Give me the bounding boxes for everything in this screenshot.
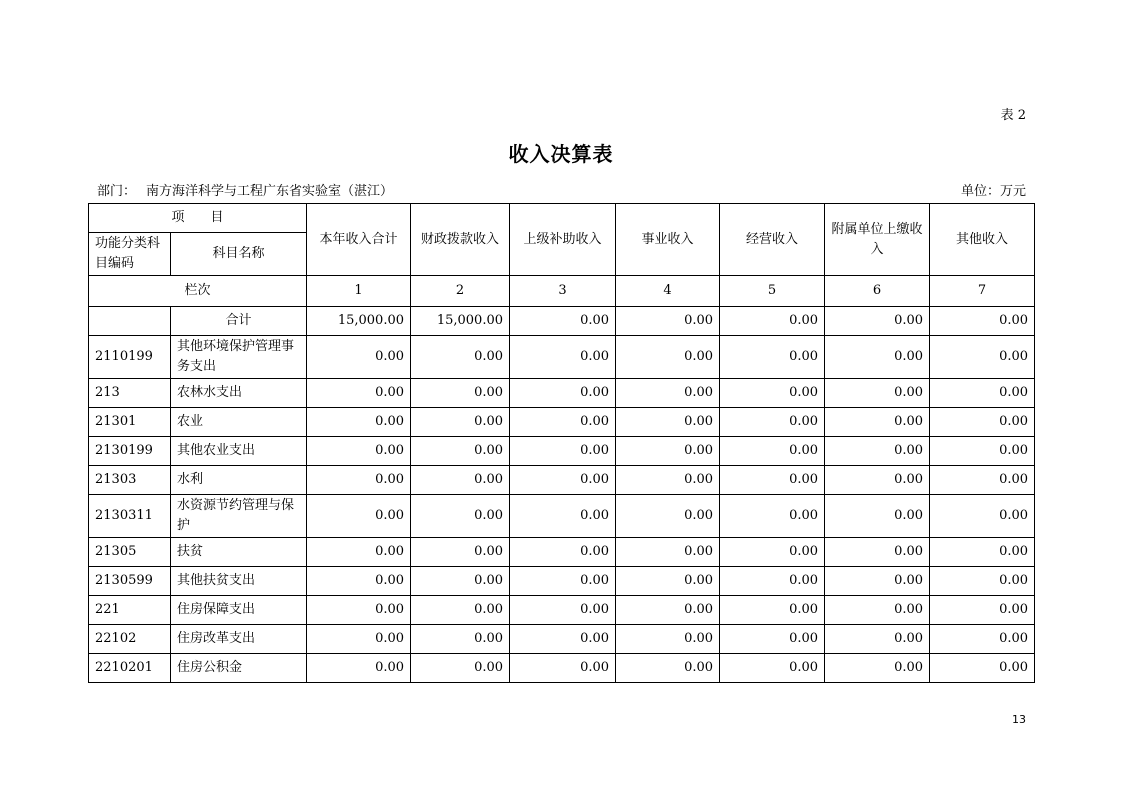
header-col-other: 其他收入 xyxy=(930,204,1035,276)
row-value: 0.00 xyxy=(930,336,1035,379)
row-value: 0.00 xyxy=(720,336,825,379)
total-value: 0.00 xyxy=(510,307,616,336)
row-value: 0.00 xyxy=(825,408,930,437)
row-value: 0.00 xyxy=(411,336,510,379)
row-value: 0.00 xyxy=(930,596,1035,625)
row-value: 0.00 xyxy=(411,466,510,495)
column-number: 6 xyxy=(825,276,930,307)
row-value: 0.00 xyxy=(930,567,1035,596)
row-name: 农业 xyxy=(171,408,307,437)
unit-label: 单位：万元 xyxy=(960,184,1026,199)
row-value: 0.00 xyxy=(307,466,411,495)
row-value: 0.00 xyxy=(720,437,825,466)
row-value: 0.00 xyxy=(307,596,411,625)
department-label: 部门： xyxy=(97,184,137,199)
row-value: 0.00 xyxy=(616,379,720,408)
row-name: 其他扶贫支出 xyxy=(171,567,307,596)
row-value: 0.00 xyxy=(825,567,930,596)
row-value: 0.00 xyxy=(930,466,1035,495)
table-row xyxy=(89,625,1035,654)
row-value: 0.00 xyxy=(510,625,616,654)
column-number: 7 xyxy=(930,276,1035,307)
column-number: 3 xyxy=(510,276,616,307)
row-value: 0.00 xyxy=(616,408,720,437)
row-value: 0.00 xyxy=(307,654,411,683)
income-table xyxy=(88,203,1035,683)
row-code: 213 xyxy=(89,379,171,408)
row-value: 0.00 xyxy=(616,336,720,379)
row-value: 0.00 xyxy=(411,379,510,408)
row-code: 21301 xyxy=(89,408,171,437)
row-value: 0.00 xyxy=(411,495,510,538)
column-number: 2 xyxy=(411,276,510,307)
total-value: 0.00 xyxy=(616,307,720,336)
total-code-cell xyxy=(89,307,171,336)
row-value: 0.00 xyxy=(411,567,510,596)
row-name: 扶贫 xyxy=(171,538,307,567)
column-number: 1 xyxy=(307,276,411,307)
row-value: 0.00 xyxy=(411,538,510,567)
row-value: 0.00 xyxy=(411,625,510,654)
row-value: 0.00 xyxy=(825,437,930,466)
page-number: 13 xyxy=(1012,713,1026,726)
row-value: 0.00 xyxy=(616,466,720,495)
table-row xyxy=(89,567,1035,596)
row-value: 0.00 xyxy=(720,596,825,625)
table-row xyxy=(89,538,1035,567)
row-value: 0.00 xyxy=(825,466,930,495)
total-value: 0.00 xyxy=(720,307,825,336)
header-code: 功能分类科目编码 xyxy=(89,233,171,276)
header-col-total: 本年收入合计 xyxy=(307,204,411,276)
row-value: 0.00 xyxy=(930,538,1035,567)
row-value: 0.00 xyxy=(720,625,825,654)
table-number: 表 2 xyxy=(1000,108,1026,123)
row-value: 0.00 xyxy=(930,654,1035,683)
row-value: 0.00 xyxy=(930,408,1035,437)
row-value: 0.00 xyxy=(930,437,1035,466)
row-value: 0.00 xyxy=(510,567,616,596)
document-title: 收入决算表 xyxy=(508,142,614,166)
row-value: 0.00 xyxy=(825,336,930,379)
header-col-business: 事业收入 xyxy=(616,204,720,276)
row-value: 0.00 xyxy=(510,408,616,437)
header-col-affiliated: 附属单位上缴收入 xyxy=(825,204,930,276)
total-value: 0.00 xyxy=(930,307,1035,336)
row-value: 0.00 xyxy=(930,625,1035,654)
table-row xyxy=(89,654,1035,683)
row-name: 其他环境保护管理事务支出 xyxy=(171,336,307,379)
row-value: 0.00 xyxy=(720,408,825,437)
row-value: 0.00 xyxy=(616,437,720,466)
total-value: 15,000.00 xyxy=(307,307,411,336)
row-code: 21303 xyxy=(89,466,171,495)
row-value: 0.00 xyxy=(307,495,411,538)
table-row xyxy=(89,408,1035,437)
data-rows xyxy=(89,336,1035,683)
row-name: 住房改革支出 xyxy=(171,625,307,654)
total-value: 15,000.00 xyxy=(411,307,510,336)
row-value: 0.00 xyxy=(720,567,825,596)
row-value: 0.00 xyxy=(510,654,616,683)
row-value: 0.00 xyxy=(825,495,930,538)
row-value: 0.00 xyxy=(616,495,720,538)
row-value: 0.00 xyxy=(411,654,510,683)
row-code: 221 xyxy=(89,596,171,625)
row-value: 0.00 xyxy=(510,596,616,625)
row-code: 21305 xyxy=(89,538,171,567)
total-value: 0.00 xyxy=(825,307,930,336)
department-name: 南方海洋科学与工程广东省实验室（湛江） xyxy=(146,184,394,199)
row-value: 0.00 xyxy=(307,379,411,408)
table-row xyxy=(89,379,1035,408)
row-value: 0.00 xyxy=(720,654,825,683)
row-code: 2130599 xyxy=(89,567,171,596)
row-value: 0.00 xyxy=(720,495,825,538)
row-code: 2130311 xyxy=(89,495,171,538)
row-name: 农林水支出 xyxy=(171,379,307,408)
header-item: 项 目 xyxy=(89,204,307,233)
column-number-row xyxy=(89,276,1035,307)
row-value: 0.00 xyxy=(616,654,720,683)
row-value: 0.00 xyxy=(720,466,825,495)
table-row xyxy=(89,437,1035,466)
row-value: 0.00 xyxy=(510,437,616,466)
department-line xyxy=(97,180,393,199)
header-col-fiscal: 财政拨款收入 xyxy=(411,204,510,276)
row-value: 0.00 xyxy=(411,596,510,625)
row-value: 0.00 xyxy=(825,379,930,408)
row-value: 0.00 xyxy=(825,654,930,683)
total-label: 合计 xyxy=(171,307,307,336)
row-value: 0.00 xyxy=(720,538,825,567)
table-row xyxy=(89,495,1035,538)
header-col-operating: 经营收入 xyxy=(720,204,825,276)
row-value: 0.00 xyxy=(616,567,720,596)
row-name: 住房保障支出 xyxy=(171,596,307,625)
table-row xyxy=(89,336,1035,379)
row-value: 0.00 xyxy=(616,596,720,625)
row-value: 0.00 xyxy=(307,437,411,466)
row-value: 0.00 xyxy=(825,538,930,567)
row-value: 0.00 xyxy=(307,408,411,437)
row-value: 0.00 xyxy=(825,625,930,654)
column-number-label: 栏次 xyxy=(89,276,307,307)
row-value: 0.00 xyxy=(510,495,616,538)
header-row-1 xyxy=(89,204,1035,233)
row-value: 0.00 xyxy=(307,625,411,654)
row-name: 其他农业支出 xyxy=(171,437,307,466)
column-number: 5 xyxy=(720,276,825,307)
row-value: 0.00 xyxy=(616,625,720,654)
row-value: 0.00 xyxy=(720,379,825,408)
total-row xyxy=(89,307,1035,336)
row-value: 0.00 xyxy=(510,538,616,567)
row-value: 0.00 xyxy=(307,567,411,596)
row-code: 2130199 xyxy=(89,437,171,466)
row-name: 水利 xyxy=(171,466,307,495)
row-value: 0.00 xyxy=(307,336,411,379)
row-value: 0.00 xyxy=(930,379,1035,408)
column-number: 4 xyxy=(616,276,720,307)
row-value: 0.00 xyxy=(825,596,930,625)
row-value: 0.00 xyxy=(411,437,510,466)
row-value: 0.00 xyxy=(510,466,616,495)
row-value: 0.00 xyxy=(510,379,616,408)
table-row xyxy=(89,466,1035,495)
row-value: 0.00 xyxy=(616,538,720,567)
row-name: 水资源节约管理与保护 xyxy=(171,495,307,538)
row-value: 0.00 xyxy=(307,538,411,567)
header-name: 科目名称 xyxy=(171,233,307,276)
row-code: 22102 xyxy=(89,625,171,654)
row-code: 2210201 xyxy=(89,654,171,683)
row-value: 0.00 xyxy=(411,408,510,437)
row-value: 0.00 xyxy=(510,336,616,379)
row-name: 住房公积金 xyxy=(171,654,307,683)
row-value: 0.00 xyxy=(930,495,1035,538)
table-row xyxy=(89,596,1035,625)
header-col-superior: 上级补助收入 xyxy=(510,204,616,276)
row-code: 2110199 xyxy=(89,336,171,379)
